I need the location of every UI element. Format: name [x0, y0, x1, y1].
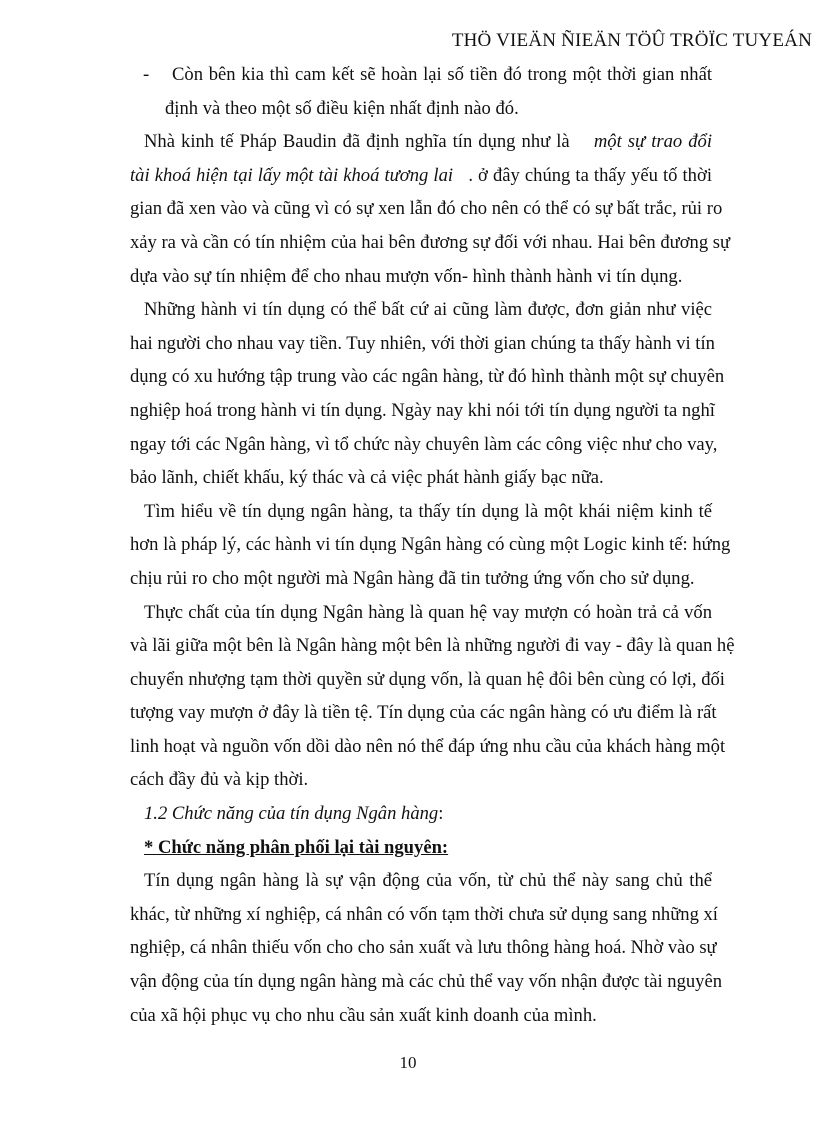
paragraph-line: và lãi giữa một bên là Ngân hàng một bên là những người đi vay - đây là quan hệ: [130, 635, 735, 657]
paragraph-line: ngay tới các Ngân hàng, vì tổ chức này chuyên làm các công việc như cho vay,: [130, 433, 718, 455]
paragraph-line: tượng vay mượn ở đây là tiền tệ. Tín dụng của các ngân hàng có ưu điểm là rất: [130, 702, 717, 724]
sub-heading: * Chức năng phân phối lại tài nguyên:: [144, 836, 449, 858]
paragraph-line: linh hoạt và nguồn vốn dồi dào nên nó thể đáp ứng nhu cầu của khách hàng một: [130, 735, 726, 757]
paragraph-line: Những hành vi tín dụng có thể bất cứ ai cũng làm được, đơn giản như việc: [144, 299, 712, 321]
paragraph-line: dụng có xu hướng tập trung vào các ngân hàng, từ đó hình thành một sự chuyên: [130, 366, 725, 388]
paragraph-line: nghiệp, cá nhân thiếu vốn cho cho sản xuất và lưu thông hàng hoá. Nhờ vào sự: [130, 937, 717, 959]
page-number: 10: [399, 1053, 417, 1072]
italic-run: một sự trao đổi: [593, 131, 713, 153]
paragraph-line: bảo lãnh, chiết khấu, ký thác và cả việc phát hành giấy bạc nữa.: [130, 467, 604, 489]
paragraph-line: cách đầy đủ và kịp thời.: [130, 769, 309, 791]
document-body: [130, 58, 735, 1032]
bullet-text: Còn bên kia thì cam kết sẽ hoàn lại số tiền đó trong một thời gian nhất: [172, 64, 712, 85]
paragraph-line: Tìm hiểu về tín dụng ngân hàng, ta thấy tín dụng là một khái niệm kinh tế: [144, 500, 712, 522]
paragraph-line: Tín dụng ngân hàng là sự vận động của vốn, từ chủ thể này sang chủ thể: [144, 870, 712, 892]
paragraph-line: vận động của tín dụng ngân hàng mà các chủ thể vay vốn nhận được tài nguyên: [130, 971, 723, 993]
text-run: Nhà kinh tế Pháp Baudin đã định nghĩa tín dụng như là: [144, 131, 570, 153]
italic-run: tài khoá hiện tại lấy một tài khoá tương lai: [130, 164, 454, 186]
paragraph-line: hai người cho nhau vay tiền. Tuy nhiên, với thời gian chúng ta thấy hành vi tín: [130, 332, 715, 354]
section-heading-colon: :: [438, 803, 444, 825]
paragraph-line: xảy ra và cần có tín nhiệm của hai bên đương sự đối với nhau. Hai bên đương sự: [130, 231, 731, 253]
section-heading-text: 1.2 Chức năng của tín dụng Ngân hàng: [144, 803, 439, 825]
paragraph-line: chịu rủi ro cho một người mà Ngân hàng đã tin tưởng ứng vốn cho sử dụng.: [130, 567, 695, 589]
section-heading: [130, 797, 712, 831]
paragraph-line: gian đã xen vào và cũng vì có sự xen lẫn đó cho nên có thể có sự bất trắc, rủi ro: [130, 198, 723, 220]
bullet-line-2: định và theo một số điều kiện nhất định nào đó.: [165, 97, 519, 119]
text-run: . ở đây chúng ta thấy yếu tố thời: [468, 164, 712, 186]
header-title: THÖ VIEÄN ÑIEÄN TÖÛ TRÖÏC TUYEÁN: [451, 30, 812, 51]
bullet-line-1: [130, 58, 712, 92]
paragraph-line: [130, 125, 712, 159]
paragraph-line: của xã hội phục vụ cho nhu cầu sản xuất kinh doanh của mình.: [130, 1004, 597, 1026]
paragraph-line: nghiệp hoá trong hành vi tín dụng. Ngày nay khi nói tới tín dụng người ta nghĩ: [130, 399, 715, 421]
paragraph-line: Thực chất của tín dụng Ngân hàng là quan hệ vay mượn có hoàn trả cả vốn: [144, 601, 712, 623]
paragraph-line: khác, từ những xí nghiệp, cá nhân có vốn tạm thời chưa sử dụng sang những xí: [130, 903, 718, 925]
bullet-marker: -: [143, 64, 150, 85]
paragraph-line: chuyển nhượng tạm thời quyền sử dụng vốn, là quan hệ đôi bên cùng có lợi, đối: [130, 668, 725, 690]
paragraph-line: dựa vào sự tín nhiệm để cho nhau mượn vốn- hình thành hành vi tín dụng.: [130, 265, 683, 287]
paragraph-line: hơn là pháp lý, các hành vi tín dụng Ngân hàng có cùng một Logic kinh tế: hứng: [130, 534, 731, 556]
paragraph-line: [130, 159, 712, 193]
